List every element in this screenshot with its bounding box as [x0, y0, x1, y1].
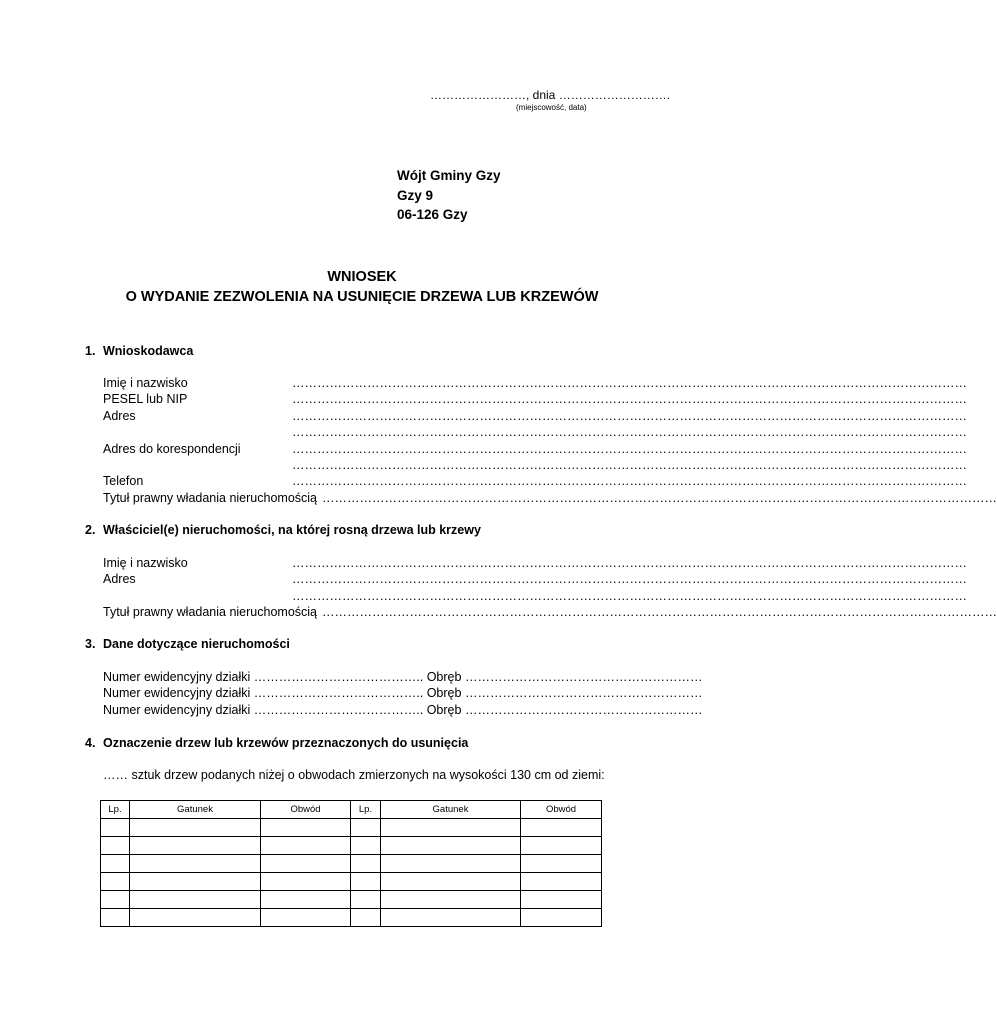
table-cell[interactable]: [101, 855, 130, 873]
owner-title-label: Tytuł prawny władania nieruchomością: [103, 605, 317, 619]
section-2-number: 2.: [85, 523, 96, 537]
table-cell[interactable]: [130, 855, 261, 873]
owner-address-field[interactable]: ………………………………………………………………………………………………………………………………………………: [292, 572, 967, 586]
table-cell[interactable]: [130, 909, 261, 927]
table-cell[interactable]: [381, 837, 521, 855]
plot-row-3: [103, 703, 702, 717]
owner-name-field[interactable]: ………………………………………………………………………………………………………………………………………………: [292, 556, 967, 570]
table-cell[interactable]: [261, 855, 351, 873]
table-cell[interactable]: [521, 891, 602, 909]
table-cell[interactable]: [521, 819, 602, 837]
document-subtitle: O WYDANIE ZEZWOLENIA NA USUNIĘCIE DRZEWA LUB KRZEWÓW: [125, 289, 599, 305]
section-4-heading: [85, 736, 468, 750]
applicant-phone-label: Telefon: [103, 474, 144, 488]
applicant-address-field[interactable]: ………………………………………………………………………………………………………………………………………………: [292, 409, 967, 423]
place-date-line[interactable]: ……………………, dnia ……………………….: [430, 88, 671, 102]
col-species-2: Gatunek: [381, 801, 521, 819]
applicant-corr-field-2[interactable]: ………………………………………………………………………………………………………………………………………………: [292, 458, 967, 472]
table-cell[interactable]: [381, 909, 521, 927]
plot-row-2: [103, 686, 702, 700]
applicant-address-label: Adres: [103, 409, 136, 423]
table-cell[interactable]: [261, 837, 351, 855]
applicant-corr-label: Adres do korespondencji: [103, 442, 241, 456]
precinct-field[interactable]: …………………………………………………: [464, 670, 703, 684]
section-2-heading: [85, 523, 481, 537]
table-row: [101, 819, 602, 837]
owner-address-field-2[interactable]: ………………………………………………………………………………………………………………………………………………: [292, 589, 967, 603]
table-row: [101, 909, 602, 927]
plot-label: Numer ewidencyjny działki: [103, 670, 251, 684]
plot-number-field[interactable]: …………………………………..: [253, 670, 424, 684]
table-cell[interactable]: [130, 819, 261, 837]
col-circumference-1: Obwód: [261, 801, 351, 819]
table-cell[interactable]: [351, 855, 381, 873]
plot-row-1: [103, 670, 702, 684]
table-row: [101, 855, 602, 873]
table-cell[interactable]: [521, 909, 602, 927]
applicant-title-field[interactable]: ………………………………………………………………………………………………………………………………………………: [322, 491, 997, 505]
table-row: [101, 891, 602, 909]
table-cell[interactable]: [351, 909, 381, 927]
section-4-number: 4.: [85, 736, 96, 750]
section-1-heading: [85, 344, 193, 358]
plot-number-field[interactable]: …………………………………..: [253, 686, 424, 700]
table-cell[interactable]: [351, 819, 381, 837]
plot-label: Numer ewidencyjny działki: [103, 703, 251, 717]
table-cell[interactable]: [261, 873, 351, 891]
table-cell[interactable]: [130, 891, 261, 909]
table-cell[interactable]: [130, 837, 261, 855]
owner-address-label: Adres: [103, 572, 136, 586]
table-cell[interactable]: [101, 819, 130, 837]
section-2-title: Właściciel(e) nieruchomości, na której rosną drzewa lub krzewy: [103, 523, 481, 537]
addressee-line-1: Wójt Gminy Gzy: [397, 168, 501, 183]
precinct-field[interactable]: …………………………………………………: [464, 686, 703, 700]
section-3-number: 3.: [85, 637, 96, 651]
table-cell[interactable]: [351, 837, 381, 855]
table-cell[interactable]: [381, 873, 521, 891]
trees-count-text[interactable]: …… sztuk drzew podanych niżej o obwodach zmierzonych na wysokości 130 cm od ziemi:: [103, 768, 605, 782]
applicant-phone-field[interactable]: ………………………………………………………………………………………………………………………………………………: [292, 474, 967, 488]
addressee-line-2: Gzy 9: [397, 188, 434, 203]
section-4-title: Oznaczenie drzew lub krzewów przeznaczonych do usunięcia: [103, 736, 469, 750]
table-cell[interactable]: [381, 891, 521, 909]
table-cell[interactable]: [101, 873, 130, 891]
owner-title-field[interactable]: ………………………………………………………………………………………………………………………………………………: [322, 605, 997, 619]
table-cell[interactable]: [261, 909, 351, 927]
table-cell[interactable]: [381, 855, 521, 873]
table-cell[interactable]: [101, 909, 130, 927]
table-cell[interactable]: [351, 873, 381, 891]
applicant-address-field-2[interactable]: ………………………………………………………………………………………………………………………………………………: [292, 425, 967, 439]
table-cell[interactable]: [101, 891, 130, 909]
table-cell[interactable]: [381, 819, 521, 837]
table-cell[interactable]: [351, 891, 381, 909]
applicant-name-label: Imię i nazwisko: [103, 376, 188, 390]
precinct-label: Obręb: [426, 686, 462, 700]
col-species-1: Gatunek: [130, 801, 261, 819]
col-circumference-2: Obwód: [521, 801, 602, 819]
owner-name-label: Imię i nazwisko: [103, 556, 188, 570]
col-lp-2: Lp.: [351, 801, 381, 819]
document-title: WNIOSEK: [327, 269, 397, 285]
applicant-corr-field[interactable]: ………………………………………………………………………………………………………………………………………………: [292, 442, 967, 456]
col-lp-1: Lp.: [101, 801, 130, 819]
applicant-pesel-label: PESEL lub NIP: [103, 392, 188, 406]
plot-number-field[interactable]: …………………………………..: [253, 703, 424, 717]
section-1-title: Wnioskodawca: [103, 344, 194, 358]
applicant-pesel-field[interactable]: ………………………………………………………………………………………………………………………………………………: [292, 392, 967, 406]
table-cell[interactable]: [261, 819, 351, 837]
applicant-title-label: Tytuł prawny władania nieruchomością: [103, 491, 317, 505]
table-cell[interactable]: [261, 891, 351, 909]
addressee-line-3: 06-126 Gzy: [397, 207, 468, 222]
plot-label: Numer ewidencyjny działki: [103, 686, 251, 700]
precinct-label: Obręb: [426, 703, 462, 717]
section-3-heading: [85, 637, 290, 651]
precinct-field[interactable]: …………………………………………………: [464, 703, 703, 717]
table-cell[interactable]: [521, 855, 602, 873]
table-cell[interactable]: [101, 837, 130, 855]
precinct-label: Obręb: [426, 670, 462, 684]
section-3-title: Dane dotyczące nieruchomości: [103, 637, 290, 651]
applicant-name-field[interactable]: ………………………………………………………………………………………………………………………………………………: [292, 376, 967, 390]
table-cell[interactable]: [521, 837, 602, 855]
table-cell[interactable]: [130, 873, 261, 891]
trees-table-header: [101, 801, 602, 819]
table-row: [101, 873, 602, 891]
place-date-caption: (miejscowość, data): [516, 103, 587, 112]
trees-table: [100, 800, 602, 927]
table-cell[interactable]: [521, 873, 602, 891]
table-row: [101, 837, 602, 855]
section-1-number: 1.: [85, 344, 96, 358]
